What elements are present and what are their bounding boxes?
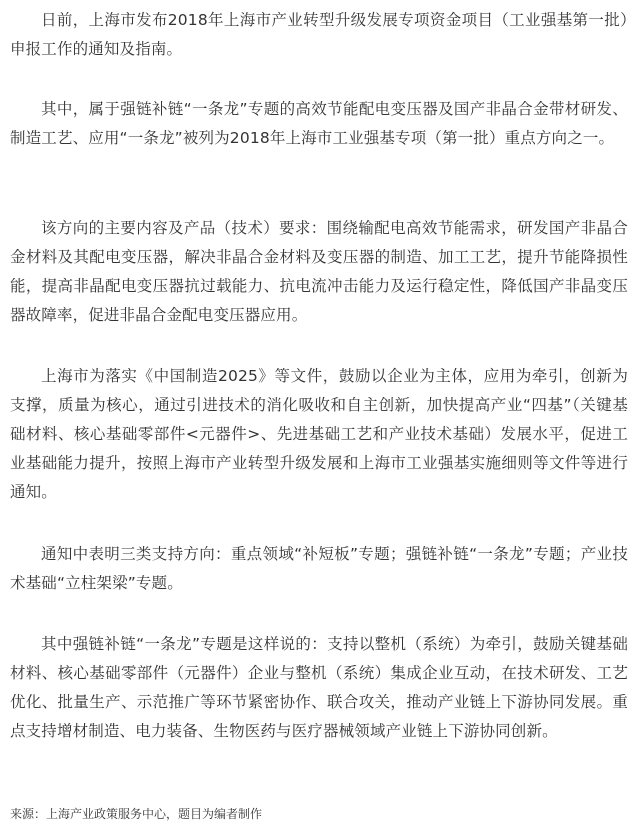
paragraph-6: 其中强链补链“一条龙”专题是这样说的：支持以整机（系统）为牵引，鼓励关键基础材料、核心基础零部件（元器件）企业与整机（系统）集成企业互动，在技术研发、工艺优化、批量生产、示范推广等环节紧密协作、联合攻关，推动产业链上下游协同发展。重点支持增材制造、电力装备、生物医药与医疗器械领域产业链上下游协同创新。	[10, 635, 628, 740]
paragraph-3: 该方向的主要内容及产品（技术）要求：围绕输配电高效节能需求，研发国产非晶合金材料及其配电变压器，解决非晶合金材料及变压器的制造、加工工艺，提升节能降损性能，提高非晶配电变压器抗过载能力、抗电流冲击能力及运行稳定性，降低国产非晶变压器故障率，促进非晶合金配电变压器应用。	[10, 219, 628, 324]
source-note: 来源：上海产业政策服务中心，题目为编者制作	[10, 807, 263, 821]
paragraph-1: 日前，上海市发布2018年上海市产业转型升级发展专项资金项目（工业强基第一批）申报工作的通知及指南。	[10, 11, 628, 58]
paragraph-2: 其中，属于强链补链“一条龙”专题的高效节能配电变压器及国产非晶合金带材研发、制造工艺、应用“一条龙”被列为2018年上海市工业强基专项（第一批）重点方向之一。	[10, 100, 628, 147]
paragraph-5: 通知中表明三类支持方向：重点领域“补短板”专题；强链补链“一条龙”专题；产业技术基础“立柱架梁”专题。	[10, 545, 628, 592]
paragraph-4: 上海市为落实《中国制造2025》等文件，鼓励以企业为主体，应用为牵引，创新为支撑，质量为核心，通过引进技术的消化吸收和自主创新，加快提高产业“四基”（关键基础材料、核心基础零部件<元器件>、先进基础工艺和产业技术基础）发展水平，促进工业基础能力提升，按照上海市产业转型升级发展和上海市工业强基实施细则等文件等进行通知。	[10, 367, 628, 501]
